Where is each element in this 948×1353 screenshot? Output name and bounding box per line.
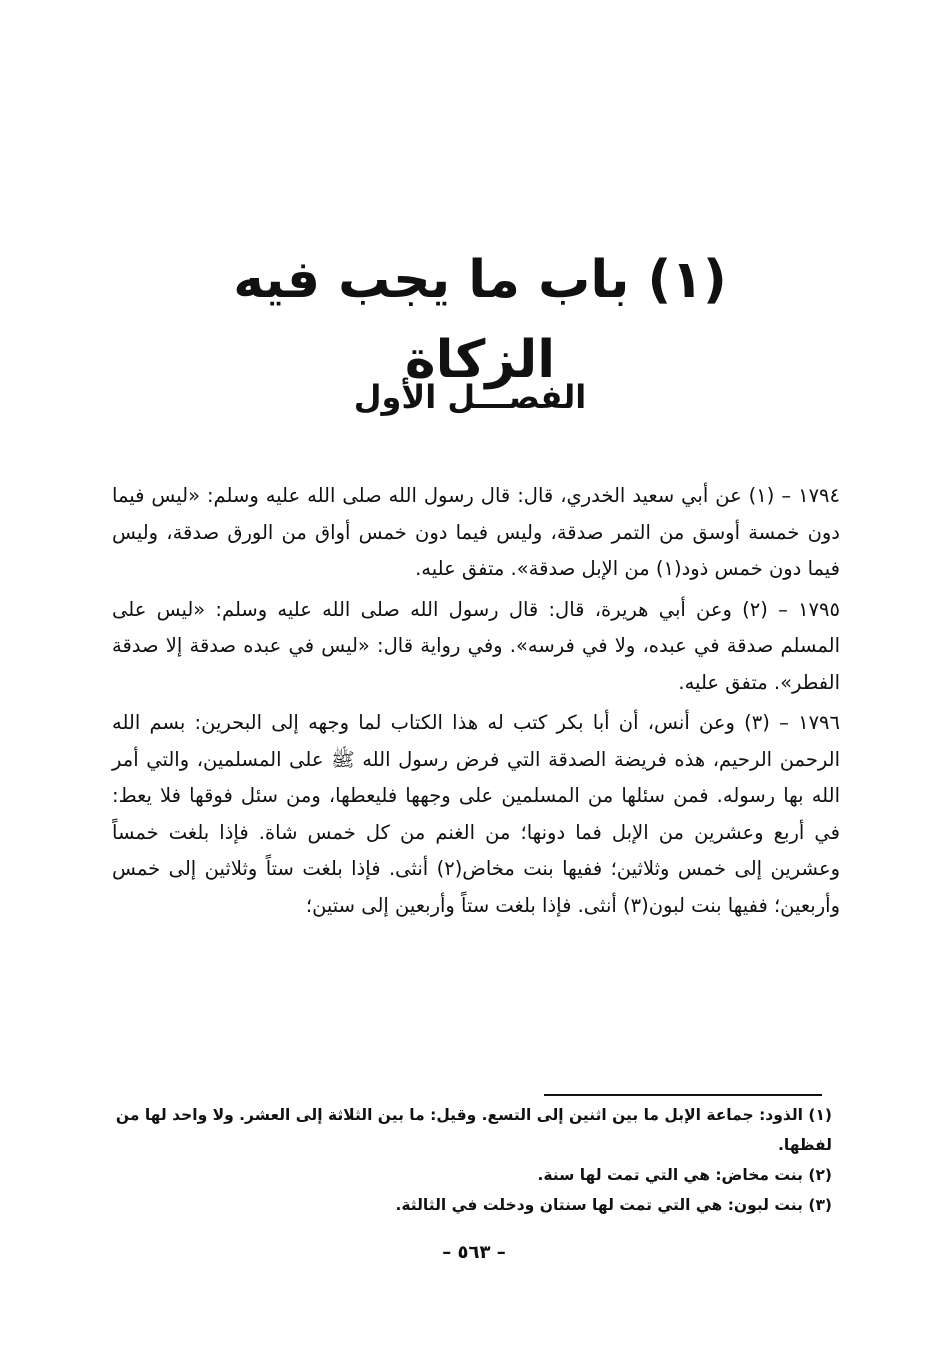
section-title: الفصـــل الأول — [353, 378, 587, 416]
footnotes — [112, 1100, 832, 1220]
hadith-1795: ١٧٩٥ – (٢) وعن أبي هريرة، قال: قال رسول الله صلى الله عليه وسلم: «ليس على المسلم صدقة في عبده، ولا في فرسه». وفي رواية قال: «ليس في عبده صدقة إلا صدقة الفطر». متفق عليه. — [112, 597, 840, 694]
page-number: – ٥٦٣ – — [442, 1242, 506, 1263]
hadith-1794: ١٧٩٤ – (١) عن أبي سعيد الخدري، قال: قال رسول الله صلى الله عليه وسلم: «ليس فيما دون خمسة أوسق من التمر صدقة، وليس فيما دون خمس أواق من الورق صدقة، وليس فيما دون خمس ذود(١) من الإبل صدقة». متفق عليه. — [112, 484, 840, 580]
chapter-title: (١) باب ما يجب فيه الزكاة — [233, 250, 727, 390]
footnote-3: (٣) بنت لبون: هي التي تمت لها سنتان ودخلت في الثالثة. — [395, 1196, 832, 1214]
hadith-1796: ١٧٩٦ – (٣) وعن أنس، أن أبا بكر كتب له هذا الكتاب لما وجهه إلى البحرين: بسم الله الرحمن الرحيم، هذه فريضة الصدقة التي فرض رسول الله ﷺ على المسلمين، والتي أمر الله بها رسوله. فمن سئلها من المسلمين على وجهها فليعطها، ومن سئل فوقها فلا يعط: في أربع وعشرين من الإبل فما دونها؛ من الغنم من كل خمس شاة. فإذا بلغت خمساً وعشرين إلى خمس وثلاثين؛ ففيها بنت مخاض(٢) أنثى. فإذا بلغت ستاً وثلاثين إلى خمس وأربعين؛ ففيها بنت لبون(٣) أنثى. فإذا بلغت ستاً وأربعين إلى ستين؛ — [112, 711, 840, 917]
footnote-1: (١) الذود: جماعة الإبل ما بين اثنين إلى التسع. وقيل: ما بين الثلاثة إلى العشر. ولا واحد لها من لفظها. — [115, 1106, 832, 1154]
hadith-body — [112, 478, 840, 928]
footnote-divider — [544, 1094, 822, 1096]
footnote-2: (٢) بنت مخاض: هي التي تمت لها سنة. — [537, 1166, 832, 1184]
